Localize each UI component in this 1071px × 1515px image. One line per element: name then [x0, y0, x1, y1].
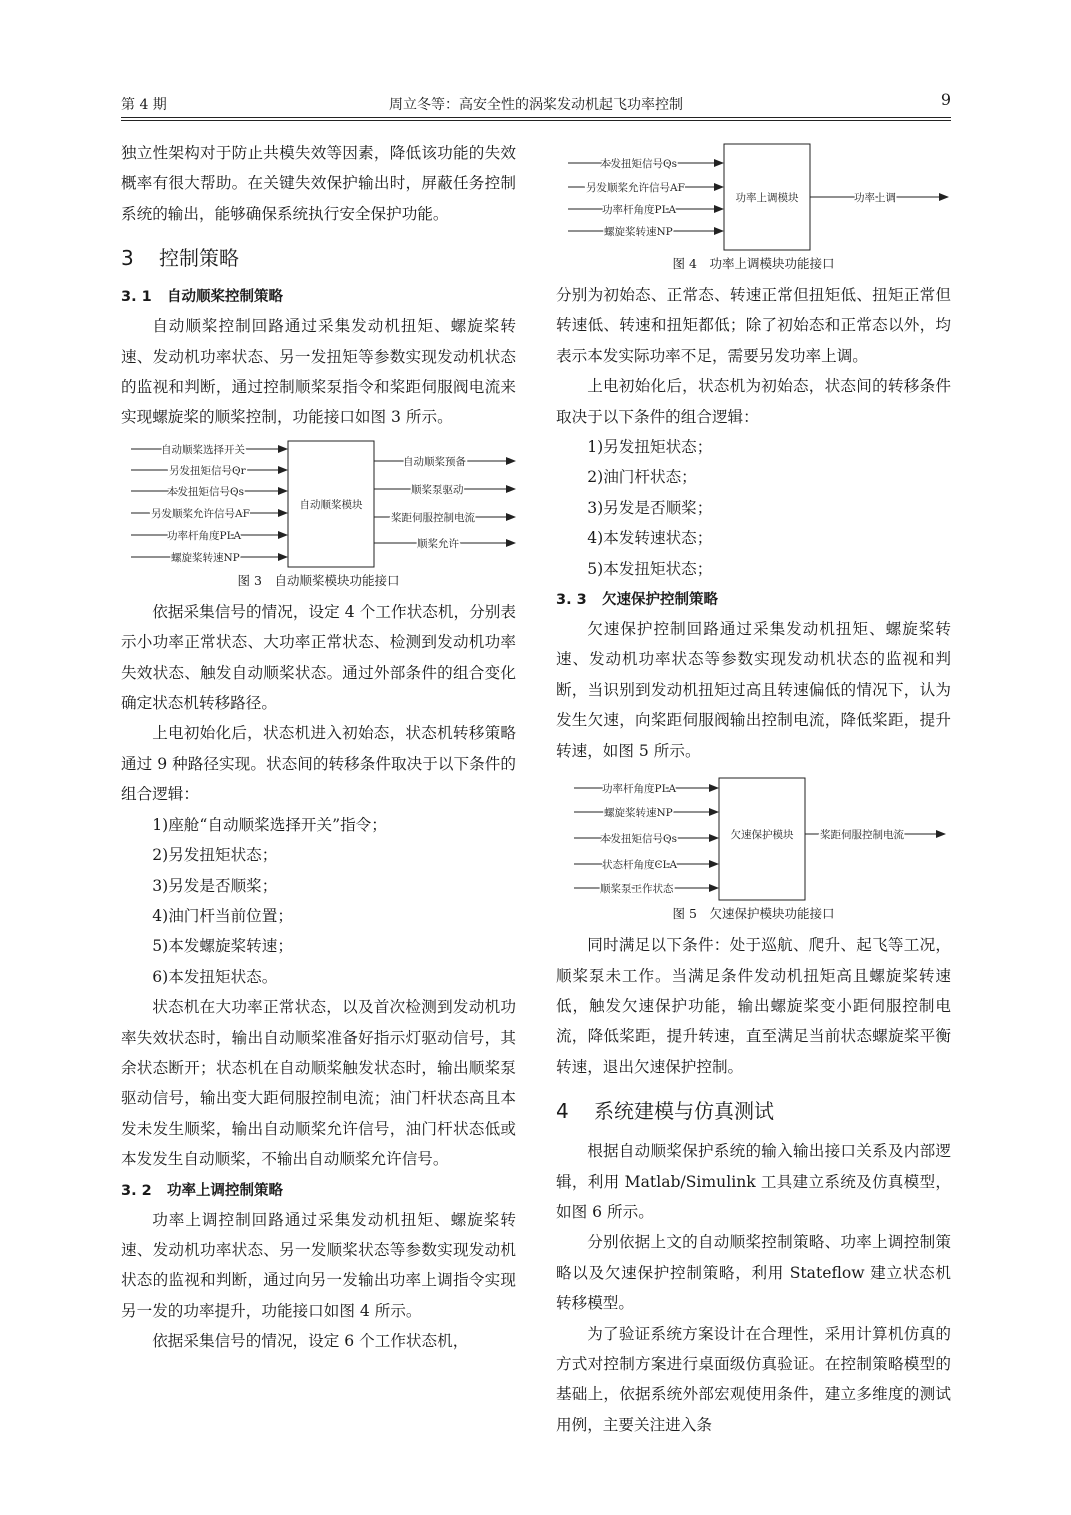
list-item: 2)另发扭矩状态； [152, 846, 278, 865]
output-label: 桨距伺服控制电流 [391, 511, 475, 524]
section-3-2-heading [121, 1177, 516, 1205]
paragraph: 欠速保护控制回路通过采集发动机扭矩、螺旋桨转速、发动机功率状态等参数实现发动机状态的监视和判断，当识别到发动机扭矩过高且转速偏低的情况下，认为发生欠速，向桨距伺服阀输出控制电流，降低桨距，提升转速，如图 5 所示。 [556, 620, 951, 760]
section-title: 系统建模与仿真测试 [594, 1099, 774, 1124]
figure-4 [556, 140, 951, 274]
module-label: 功率上调模块 [735, 192, 799, 204]
section-title: 控制策略 [159, 246, 239, 271]
left-column [121, 138, 516, 1357]
fig3-outputs [374, 455, 515, 550]
fig4-inputs [568, 157, 723, 238]
paragraph: 上电初始化后，状态机为初始态，状态间的转移条件取决于以下条件的组合逻辑： [556, 377, 951, 426]
figure-5 [556, 772, 951, 924]
input-label: 螺旋桨转速NP [604, 226, 673, 238]
running-title: 周立冬等：高安全性的涡桨发动机起飞功率控制 [389, 97, 683, 113]
input-label: 另发扭矩信号Qr [169, 464, 246, 477]
page-number: 9 [940, 90, 951, 109]
figure-4-diagram [556, 140, 951, 252]
page-header [121, 90, 951, 116]
section-number: 3. 2 [121, 1182, 152, 1199]
section-4-heading [556, 1096, 951, 1126]
figure-4-caption: 图 4 功率上调模块功能接口 [672, 256, 835, 271]
issue-number: 第 4 期 [121, 97, 167, 113]
input-label: 顺桨泵工作状态 [600, 883, 674, 896]
section-3-3-heading [556, 586, 951, 614]
list-item: 1)另发扭矩状态； [587, 438, 713, 457]
input-label: 另发顺桨允许信号AF [586, 182, 685, 194]
list-item: 3)另发是否顺桨； [152, 876, 278, 895]
intro-paragraph: 独立性架构对于防止共模失效等因素，降低该功能的失效概率有很大帮助。在关键失效保护输出时，屏蔽任务控制系统的输出，能够确保系统执行安全保护功能。 [121, 144, 516, 223]
fig3-inputs [131, 443, 287, 564]
input-label: 功率杆角度PLA [602, 204, 677, 216]
input-label: 另发顺桨允许信号AF [151, 507, 250, 520]
input-label: 功率杆角度PLA [602, 783, 677, 796]
section-title: 自动顺桨控制策略 [167, 289, 283, 306]
list-item: 5)本发扭矩状态； [587, 559, 713, 578]
section-number: 4 [556, 1099, 569, 1124]
section-number: 3. 1 [121, 289, 152, 306]
input-label: 状态杆角度CLA [602, 859, 678, 872]
output-label: 桨距伺服控制电流 [820, 829, 904, 842]
input-label: 功率杆角度PLA [167, 529, 242, 542]
section-3-heading [121, 243, 516, 273]
figure-5-diagram [556, 772, 951, 902]
input-label: 本发扭矩信号Qs [600, 158, 677, 170]
paragraph: 为了验证系统方案设计在合理性，采用计算机仿真的方式对控制方案进行桌面级仿真验证。在控制策略模型的基础上，依据系统外部宏观使用条件，建立多维度的测试用例，主要关注进入条 [556, 1324, 951, 1434]
input-label: 本发扭矩信号Qs [600, 833, 677, 846]
input-label: 自动顺桨选择开关 [161, 443, 245, 456]
input-label: 本发扭矩信号Qs [167, 485, 244, 498]
paragraph: 状态机在大功率正常状态，以及首次检测到发动机功率失效状态时，输出自动顺桨准备好指示灯驱动信号，其余状态断开；状态机在自动顺桨触发状态时，输出顺桨泵驱动信号，输出变大距伺服控制电流；油门杆状态高且本发未发生顺桨，输出自动顺桨允许信号，油门杆状态低或本发发生自动顺桨，不输出自动顺桨允许信号。 [121, 998, 516, 1169]
figure-5-caption: 图 5 欠速保护模块功能接口 [672, 906, 835, 922]
paragraph: 上电初始化后，状态机进入初始态，状态机转移策略通过 9 种路径实现。状态间的转移条件取决于以下条件的组合逻辑： [121, 724, 516, 804]
figure-3-caption: 图 3 自动顺桨模块功能接口 [237, 572, 400, 588]
header-rule [121, 117, 951, 121]
section-number: 3 [121, 246, 134, 271]
figure-3-diagram [121, 439, 516, 569]
figure-3 [121, 439, 516, 591]
output-label: 顺桨允许 [417, 537, 459, 550]
paragraph: 分别为初始态、正常态、转速正常但扭矩低、扭矩正常但转速低、转速和扭矩都低；除了初始态和正常态以外，均表示本发实际功率不足，需要另发功率上调。 [556, 286, 951, 365]
paragraph: 自动顺桨控制回路通过采集发动机扭矩、螺旋桨转速、发动机功率状态、另一发扭矩等参数实现发动机状态的监视和判断，通过控制顺桨泵指令和桨距伺服阀电流来实现螺旋桨的顺桨控制，功能接口如图 3 所示。 [121, 317, 516, 427]
section-number: 3. 3 [556, 592, 587, 609]
list-item: 4)油门杆当前位置； [152, 906, 293, 925]
input-label: 螺旋桨转速NP [604, 807, 673, 820]
output-label: 自动顺桨预备 [403, 455, 466, 468]
fig5-inputs [574, 782, 718, 895]
module-label: 欠速保护模块 [730, 829, 794, 842]
list-item: 2)油门杆状态； [587, 468, 697, 487]
section-title: 功率上调控制策略 [167, 1182, 283, 1199]
paragraph: 同时满足以下条件：处于巡航、爬升、起飞等工况，顺桨泵未工作。当满足条件发动机扭矩高且螺旋桨转速低，触发欠速保护功能，输出螺旋桨变小距伺服控制电流，降低桨距，提升转速，直至满足当前状态螺旋桨平衡转速，退出欠速保护控制。 [556, 936, 951, 1076]
paragraph: 依据采集信号的情况，设定 6 个工作状态机， [152, 1332, 469, 1351]
paragraph: 依据采集信号的情况，设定 4 个工作状态机，分别表示小功率正常状态、大功率正常状态、检测到发动机功率失效状态、触发自动顺桨状态。通过外部条件的组合变化确定状态机转移路径。 [121, 602, 516, 713]
paragraph: 功率上调控制回路通过采集发动机扭矩、螺旋桨转速、发动机功率状态、另一发顺桨状态等参数实现发动机状态的监视和判断，通过向另一发输出功率上调指令实现另一发的功率提升，功能接口如图 4 所示。 [121, 1210, 516, 1320]
output-label: 顺桨泵驱动 [411, 483, 464, 496]
module-label: 自动顺桨模块 [299, 498, 363, 511]
section-3-1-heading [121, 283, 516, 311]
list-item: 5)本发螺旋桨转速； [152, 937, 293, 956]
section-title: 欠速保护控制策略 [602, 592, 718, 609]
list-item: 6)本发扭矩状态。 [152, 967, 278, 986]
list-item: 4)本发转速状态； [587, 529, 713, 548]
paragraph: 分别依据上文的自动顺桨控制策略、功率上调控制策略以及欠速保护控制策略，利用 Stateflow 建立状态机转移模型。 [556, 1233, 951, 1313]
right-column [556, 138, 951, 1440]
output-label: 功率上调 [854, 192, 896, 204]
input-label: 螺旋桨转速NP [171, 551, 240, 564]
paragraph: 根据自动顺桨保护系统的输入输出接口关系及内部逻辑，利用 Matlab/Simulink 工具建立系统及仿真模型，如图 6 所示。 [556, 1142, 951, 1221]
list-item: 1)座舱“自动顺桨选择开关”指令； [152, 815, 387, 834]
list-item: 3)另发是否顺桨； [587, 498, 713, 517]
